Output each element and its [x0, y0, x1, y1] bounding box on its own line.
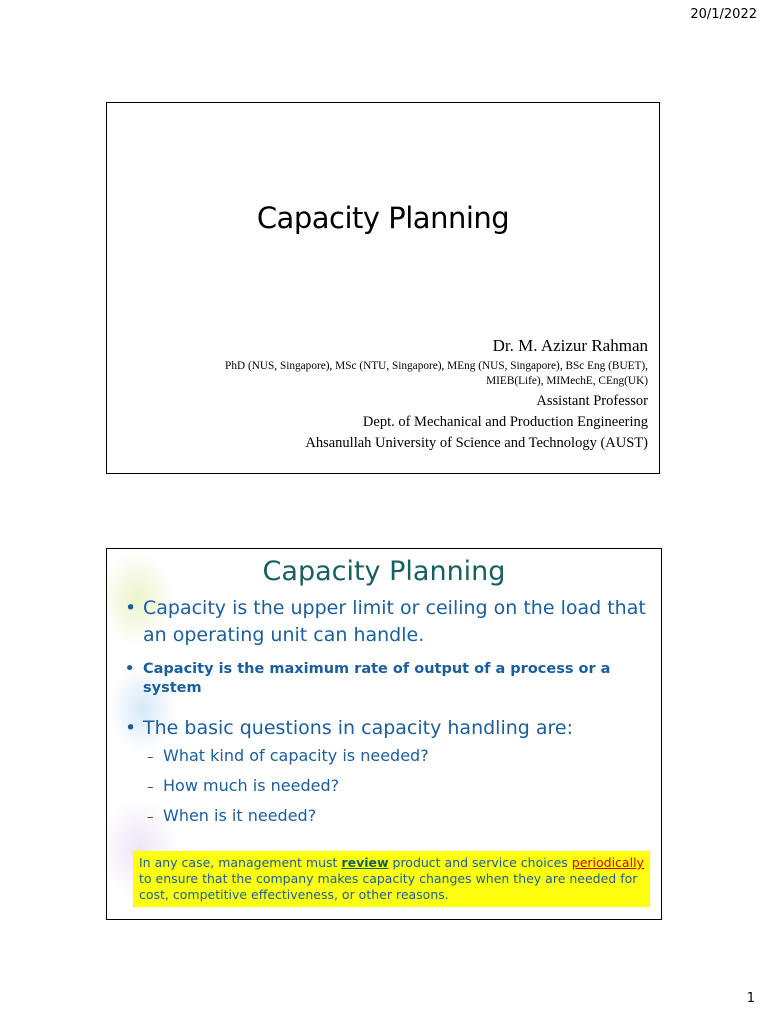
bullet-item — [125, 715, 651, 742]
slide-title: Capacity Planning — [262, 556, 506, 587]
bullet-icon: • — [125, 597, 137, 619]
page-number: 1 — [746, 991, 755, 1006]
title-slide — [106, 102, 660, 474]
author-block — [225, 335, 648, 454]
bullet-icon: • — [125, 717, 137, 739]
note-keyword-periodically: periodically — [571, 855, 644, 870]
author-name: Dr. M. Azizur Rahman — [492, 336, 648, 355]
content-slide — [106, 548, 662, 920]
author-department: Dept. of Mechanical and Production Engineering — [362, 414, 648, 430]
author-degrees-line1: PhD (NUS, Singapore), MSc (NTU, Singapore), MEng (NUS, Singapore), BSc Eng (BUET), — [225, 360, 648, 372]
bullet-text: Capacity is the upper limit or ceiling on the load that an operating unit can handle. — [143, 597, 646, 646]
bullet-item — [125, 595, 651, 649]
sub-bullet-item — [125, 742, 651, 772]
bullet-text: The basic questions in capacity handling are: — [143, 717, 573, 739]
bullet-item — [125, 660, 651, 698]
dash-icon: – — [147, 810, 154, 825]
note-text: to ensure that the company makes capacity changes when they are needed for cost, competitive effectiveness, or other reasons. — [139, 871, 638, 902]
sub-bullet-text: How much is needed? — [163, 776, 340, 795]
note-text: In any case, management must — [139, 855, 342, 870]
highlighted-note — [133, 851, 650, 907]
bullet-text: Capacity is the maximum rate of output of a process or a system — [143, 661, 611, 696]
note-text: product and service choices — [388, 855, 572, 870]
author-degrees-line2: MIEB(Life), MIMechE, CEng(UK) — [486, 375, 648, 387]
sub-bullet-text: When is it needed? — [163, 806, 317, 825]
dash-icon: – — [147, 780, 154, 795]
sub-bullet-item — [125, 802, 651, 832]
sub-bullet-text: What kind of capacity is needed? — [163, 746, 429, 765]
header-date: 20/1/2022 — [690, 7, 757, 22]
slide-body — [125, 595, 651, 832]
dash-icon: – — [147, 750, 154, 765]
bullet-icon: • — [125, 661, 135, 677]
sub-bullet-item — [125, 772, 651, 802]
note-keyword-review: review — [341, 855, 389, 870]
author-university: Ahsanullah University of Science and Technology (AUST) — [305, 435, 648, 451]
author-position: Assistant Professor — [536, 393, 648, 409]
slide-title: Capacity Planning — [256, 201, 510, 235]
